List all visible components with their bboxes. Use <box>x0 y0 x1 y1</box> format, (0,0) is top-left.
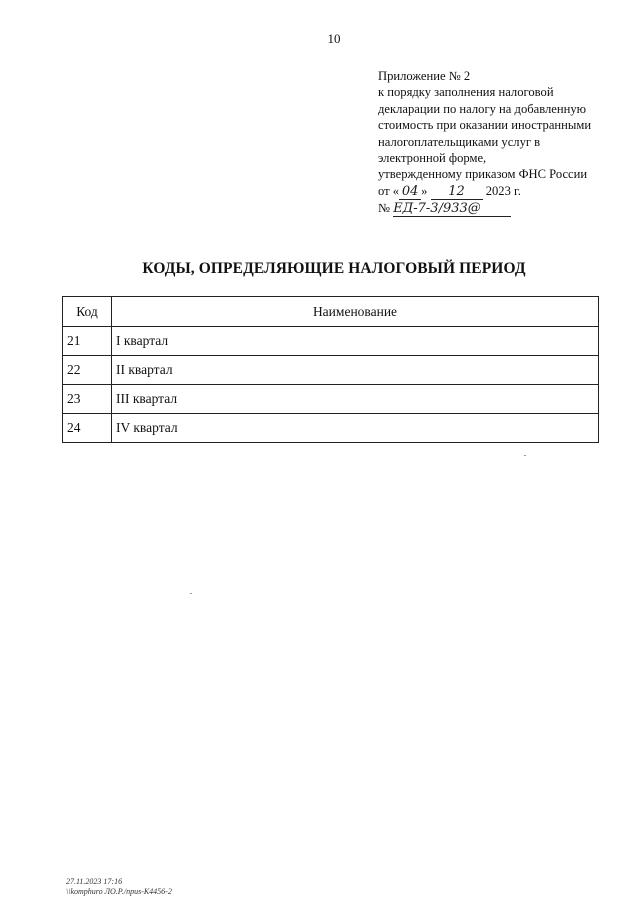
table-header-row <box>63 297 599 327</box>
appendix-line: декларации по налогу на добавленную <box>378 101 587 116</box>
date-prefix: от « <box>378 183 400 198</box>
cell-name: I квартал <box>112 327 599 356</box>
document-title: КОДЫ, ОПРЕДЕЛЯЮЩИЕ НАЛОГОВЫЙ ПЕРИОД <box>142 260 526 277</box>
footer-timestamp: 27.11.2023 17:16 <box>66 877 123 886</box>
appendix-header <box>378 68 608 217</box>
appendix-line: Приложение № 2 <box>378 69 471 83</box>
column-header-code: Код <box>63 297 112 327</box>
table-row <box>63 356 599 385</box>
scan-speck <box>524 455 526 456</box>
appendix-line: стоимость при оказании иностранными <box>378 118 592 133</box>
date-day: 04 <box>399 185 421 200</box>
cell-code: 23 <box>63 385 112 414</box>
table-row <box>63 327 599 356</box>
appendix-line: налогоплательщиками услуг в <box>378 134 541 149</box>
footer-path: \\komphuro ЛО.Р./npus-К4456-2 <box>66 887 172 896</box>
scan-speck <box>190 593 192 594</box>
period-codes-table <box>62 296 599 443</box>
cell-code: 21 <box>63 327 112 356</box>
cell-code: 22 <box>63 356 112 385</box>
table-row <box>63 414 599 443</box>
appendix-line: электронной форме, <box>378 151 487 166</box>
order-number: ЕД-7-3/933@ <box>393 202 511 217</box>
date-year: 2023 г. <box>485 183 521 198</box>
cell-name: IV квартал <box>112 414 599 443</box>
order-date-line <box>378 183 608 200</box>
cell-code: 24 <box>63 414 112 443</box>
number-prefix: № <box>378 200 391 215</box>
date-mid: » <box>421 183 428 198</box>
page-number: 10 <box>327 31 341 46</box>
scan-footer <box>66 877 172 897</box>
cell-name: II квартал <box>112 356 599 385</box>
date-month: 12 <box>431 185 483 200</box>
appendix-line: утвержденному приказом ФНС России <box>378 167 588 182</box>
order-number-line <box>378 200 608 217</box>
column-header-name: Наименование <box>112 297 599 327</box>
appendix-line: к порядку заполнения налоговой <box>378 85 554 100</box>
table-row <box>63 385 599 414</box>
cell-name: III квартал <box>112 385 599 414</box>
